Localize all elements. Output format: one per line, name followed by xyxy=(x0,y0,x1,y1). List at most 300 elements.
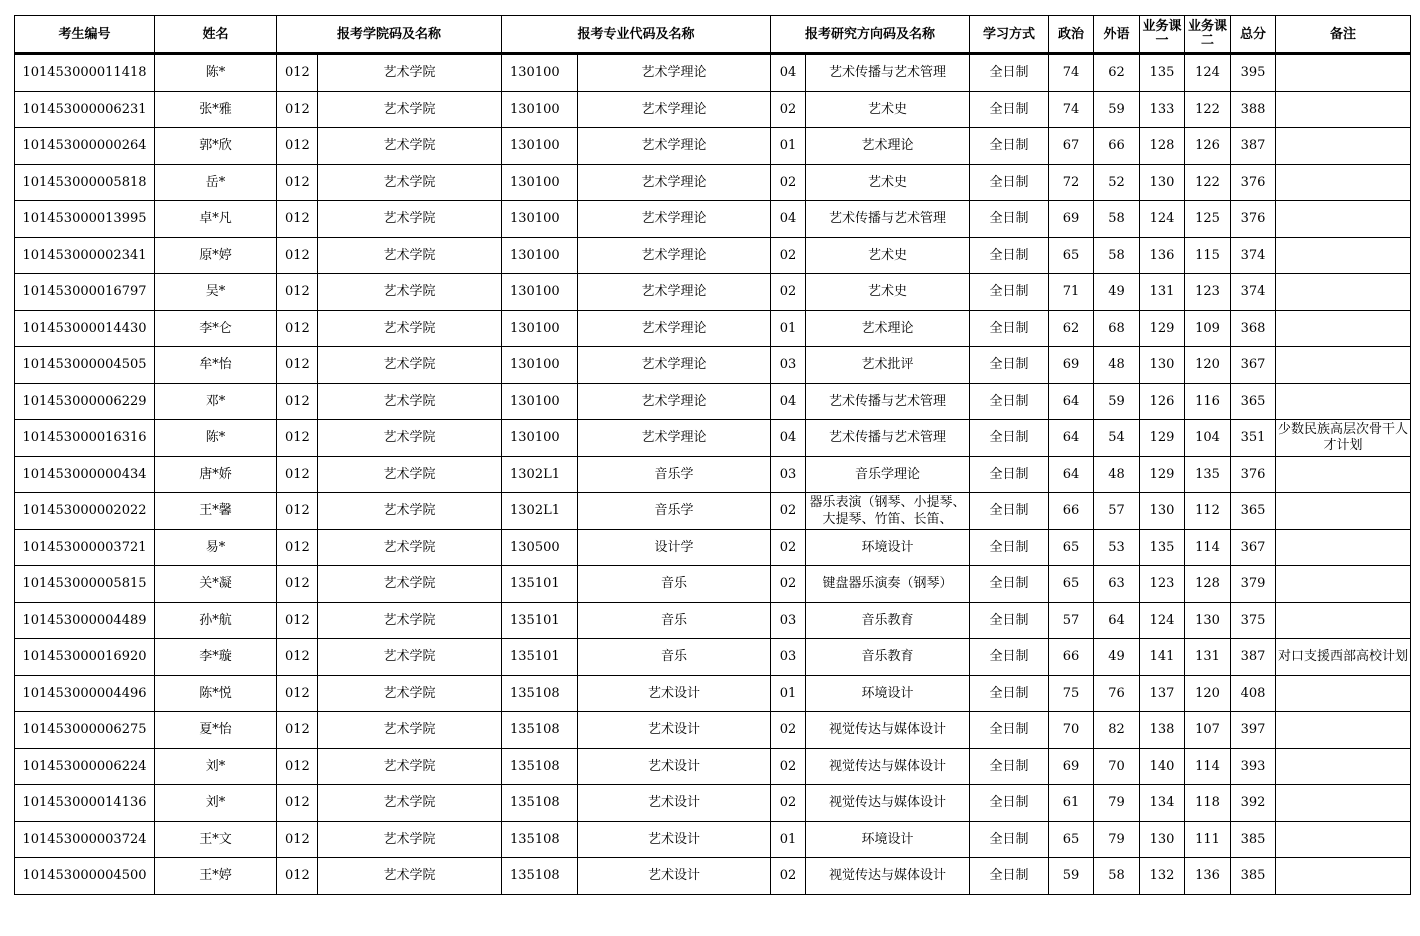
cell-note xyxy=(1276,128,1411,165)
cell-study-mode: 全日制 xyxy=(970,821,1049,858)
cell-major-name: 艺术学理论 xyxy=(578,91,771,128)
cell-major-name: 艺术学理论 xyxy=(578,201,771,238)
cell-direction-name: 艺术传播与艺术管理 xyxy=(806,383,970,420)
cell-note xyxy=(1276,456,1411,493)
cell-candidate-id: 101453000006224 xyxy=(15,748,155,785)
cell-direction-code: 02 xyxy=(771,748,806,785)
cell-major-name: 艺术学理论 xyxy=(578,347,771,384)
cell-politics-score: 61 xyxy=(1049,785,1094,822)
cell-study-mode: 全日制 xyxy=(970,164,1049,201)
cell-major-code: 130100 xyxy=(502,54,578,92)
cell-major-code: 135108 xyxy=(502,675,578,712)
cell-major-code: 1302L1 xyxy=(502,493,578,530)
header-name: 姓名 xyxy=(155,16,277,54)
cell-direction-name: 视觉传达与媒体设计 xyxy=(806,712,970,749)
table-row xyxy=(15,566,1411,603)
cell-name: 王*文 xyxy=(155,821,277,858)
cell-course-two-score: 120 xyxy=(1185,347,1231,384)
table-row xyxy=(15,748,1411,785)
cell-politics-score: 70 xyxy=(1049,712,1094,749)
cell-course-one-score: 129 xyxy=(1140,310,1185,347)
cell-college-code: 012 xyxy=(277,602,318,639)
cell-candidate-id: 101453000004489 xyxy=(15,602,155,639)
cell-course-one-score: 134 xyxy=(1140,785,1185,822)
cell-candidate-id: 101453000005815 xyxy=(15,566,155,603)
cell-major-name: 艺术设计 xyxy=(578,821,771,858)
table-row xyxy=(15,529,1411,566)
cell-note xyxy=(1276,712,1411,749)
cell-study-mode: 全日制 xyxy=(970,201,1049,238)
cell-note xyxy=(1276,675,1411,712)
cell-course-one-score: 135 xyxy=(1140,529,1185,566)
cell-total-score: 368 xyxy=(1231,310,1276,347)
cell-major-code: 135101 xyxy=(502,639,578,676)
table-header xyxy=(15,16,1411,54)
cell-name: 刘* xyxy=(155,748,277,785)
cell-major-code: 135108 xyxy=(502,748,578,785)
cell-college-name: 艺术学院 xyxy=(318,821,502,858)
cell-course-two-score: 122 xyxy=(1185,164,1231,201)
header-row xyxy=(15,16,1411,54)
cell-name: 王*馨 xyxy=(155,493,277,530)
cell-college-name: 艺术学院 xyxy=(318,274,502,311)
cell-name: 陈*悦 xyxy=(155,675,277,712)
cell-politics-score: 69 xyxy=(1049,347,1094,384)
cell-major-name: 艺术学理论 xyxy=(578,164,771,201)
table-row xyxy=(15,237,1411,274)
cell-college-code: 012 xyxy=(277,310,318,347)
cell-college-code: 012 xyxy=(277,858,318,895)
cell-direction-code: 02 xyxy=(771,785,806,822)
cell-study-mode: 全日制 xyxy=(970,493,1049,530)
cell-direction-code: 02 xyxy=(771,566,806,603)
cell-language-score: 54 xyxy=(1094,420,1140,457)
cell-total-score: 367 xyxy=(1231,529,1276,566)
cell-total-score: 365 xyxy=(1231,493,1276,530)
cell-course-one-score: 140 xyxy=(1140,748,1185,785)
cell-total-score: 379 xyxy=(1231,566,1276,603)
cell-total-score: 365 xyxy=(1231,383,1276,420)
table-row xyxy=(15,639,1411,676)
cell-direction-code: 01 xyxy=(771,821,806,858)
cell-course-two-score: 126 xyxy=(1185,128,1231,165)
cell-direction-code: 03 xyxy=(771,456,806,493)
cell-note xyxy=(1276,237,1411,274)
cell-study-mode: 全日制 xyxy=(970,91,1049,128)
cell-course-two-score: 114 xyxy=(1185,748,1231,785)
cell-direction-name: 艺术传播与艺术管理 xyxy=(806,201,970,238)
cell-note xyxy=(1276,821,1411,858)
cell-name: 岳* xyxy=(155,164,277,201)
cell-total-score: 385 xyxy=(1231,858,1276,895)
cell-course-one-score: 123 xyxy=(1140,566,1185,603)
cell-politics-score: 74 xyxy=(1049,54,1094,92)
cell-college-name: 艺术学院 xyxy=(318,383,502,420)
cell-course-two-score: 118 xyxy=(1185,785,1231,822)
cell-major-code: 130500 xyxy=(502,529,578,566)
table-row xyxy=(15,858,1411,895)
cell-college-code: 012 xyxy=(277,91,318,128)
cell-major-code: 130100 xyxy=(502,310,578,347)
cell-study-mode: 全日制 xyxy=(970,54,1049,92)
cell-name: 邓* xyxy=(155,383,277,420)
cell-note xyxy=(1276,347,1411,384)
table-row xyxy=(15,493,1411,530)
table-row xyxy=(15,347,1411,384)
cell-name: 原*婷 xyxy=(155,237,277,274)
cell-note xyxy=(1276,748,1411,785)
cell-name: 唐*娇 xyxy=(155,456,277,493)
cell-politics-score: 65 xyxy=(1049,529,1094,566)
cell-direction-code: 02 xyxy=(771,529,806,566)
cell-study-mode: 全日制 xyxy=(970,639,1049,676)
cell-major-code: 130100 xyxy=(502,383,578,420)
cell-college-name: 艺术学院 xyxy=(318,128,502,165)
cell-total-score: 395 xyxy=(1231,54,1276,92)
cell-college-code: 012 xyxy=(277,566,318,603)
cell-college-code: 012 xyxy=(277,274,318,311)
cell-course-one-score: 128 xyxy=(1140,128,1185,165)
cell-major-name: 艺术设计 xyxy=(578,675,771,712)
cell-college-code: 012 xyxy=(277,456,318,493)
cell-direction-name: 艺术理论 xyxy=(806,310,970,347)
cell-direction-code: 01 xyxy=(771,675,806,712)
cell-name: 王*婷 xyxy=(155,858,277,895)
cell-politics-score: 71 xyxy=(1049,274,1094,311)
cell-college-name: 艺术学院 xyxy=(318,310,502,347)
cell-study-mode: 全日制 xyxy=(970,566,1049,603)
cell-candidate-id: 101453000004505 xyxy=(15,347,155,384)
cell-politics-score: 65 xyxy=(1049,821,1094,858)
cell-language-score: 58 xyxy=(1094,201,1140,238)
cell-study-mode: 全日制 xyxy=(970,310,1049,347)
cell-course-two-score: 109 xyxy=(1185,310,1231,347)
cell-study-mode: 全日制 xyxy=(970,712,1049,749)
cell-college-code: 012 xyxy=(277,712,318,749)
cell-direction-code: 02 xyxy=(771,274,806,311)
cell-major-code: 135108 xyxy=(502,821,578,858)
cell-major-name: 音乐学 xyxy=(578,456,771,493)
cell-major-name: 艺术设计 xyxy=(578,748,771,785)
cell-candidate-id: 101453000014430 xyxy=(15,310,155,347)
cell-major-name: 艺术学理论 xyxy=(578,54,771,92)
table-row xyxy=(15,54,1411,92)
cell-major-code: 1302L1 xyxy=(502,456,578,493)
cell-college-name: 艺术学院 xyxy=(318,529,502,566)
cell-course-two-score: 136 xyxy=(1185,858,1231,895)
cell-course-two-score: 130 xyxy=(1185,602,1231,639)
cell-college-name: 艺术学院 xyxy=(318,785,502,822)
cell-total-score: 367 xyxy=(1231,347,1276,384)
cell-direction-name: 环境设计 xyxy=(806,529,970,566)
cell-note: 对口支援西部高校计划 xyxy=(1276,639,1411,676)
cell-college-name: 艺术学院 xyxy=(318,675,502,712)
cell-major-code: 135108 xyxy=(502,858,578,895)
cell-candidate-id: 101453000003721 xyxy=(15,529,155,566)
header-candidate-id: 考生编号 xyxy=(15,16,155,54)
cell-total-score: 385 xyxy=(1231,821,1276,858)
cell-name: 刘* xyxy=(155,785,277,822)
cell-course-one-score: 129 xyxy=(1140,456,1185,493)
cell-name: 郭*欣 xyxy=(155,128,277,165)
cell-course-two-score: 128 xyxy=(1185,566,1231,603)
cell-direction-code: 03 xyxy=(771,602,806,639)
cell-college-code: 012 xyxy=(277,785,318,822)
cell-major-code: 130100 xyxy=(502,201,578,238)
cell-college-name: 艺术学院 xyxy=(318,91,502,128)
cell-college-code: 012 xyxy=(277,493,318,530)
cell-college-name: 艺术学院 xyxy=(318,639,502,676)
table-body xyxy=(15,54,1411,895)
cell-major-code: 130100 xyxy=(502,347,578,384)
cell-total-score: 376 xyxy=(1231,456,1276,493)
cell-candidate-id: 101453000013995 xyxy=(15,201,155,238)
cell-note xyxy=(1276,858,1411,895)
cell-language-score: 76 xyxy=(1094,675,1140,712)
cell-direction-name: 艺术史 xyxy=(806,237,970,274)
cell-college-name: 艺术学院 xyxy=(318,566,502,603)
cell-politics-score: 69 xyxy=(1049,201,1094,238)
cell-direction-name: 音乐学理论 xyxy=(806,456,970,493)
cell-total-score: 387 xyxy=(1231,128,1276,165)
admission-score-table xyxy=(14,15,1411,895)
cell-major-code: 135108 xyxy=(502,785,578,822)
cell-name: 易* xyxy=(155,529,277,566)
header-foreign-language: 外语 xyxy=(1094,16,1140,54)
cell-course-two-score: 124 xyxy=(1185,54,1231,92)
cell-major-code: 135101 xyxy=(502,566,578,603)
cell-direction-name: 键盘器乐演奏（钢琴） xyxy=(806,566,970,603)
header-direction: 报考研究方向码及名称 xyxy=(771,16,970,54)
cell-direction-code: 02 xyxy=(771,237,806,274)
cell-course-one-score: 130 xyxy=(1140,493,1185,530)
cell-major-code: 130100 xyxy=(502,91,578,128)
header-study-mode: 学习方式 xyxy=(970,16,1049,54)
cell-major-name: 音乐 xyxy=(578,602,771,639)
cell-language-score: 66 xyxy=(1094,128,1140,165)
cell-name: 关*凝 xyxy=(155,566,277,603)
cell-course-one-score: 138 xyxy=(1140,712,1185,749)
cell-course-one-score: 141 xyxy=(1140,639,1185,676)
cell-major-code: 130100 xyxy=(502,164,578,201)
cell-note xyxy=(1276,529,1411,566)
cell-direction-name: 视觉传达与媒体设计 xyxy=(806,785,970,822)
cell-language-score: 48 xyxy=(1094,456,1140,493)
cell-candidate-id: 101453000016797 xyxy=(15,274,155,311)
cell-note xyxy=(1276,566,1411,603)
cell-note xyxy=(1276,91,1411,128)
cell-language-score: 79 xyxy=(1094,821,1140,858)
cell-language-score: 64 xyxy=(1094,602,1140,639)
table-row xyxy=(15,712,1411,749)
table-row xyxy=(15,274,1411,311)
cell-name: 李*璇 xyxy=(155,639,277,676)
cell-course-two-score: 131 xyxy=(1185,639,1231,676)
cell-language-score: 53 xyxy=(1094,529,1140,566)
cell-candidate-id: 101453000004500 xyxy=(15,858,155,895)
cell-course-two-score: 125 xyxy=(1185,201,1231,238)
table-row xyxy=(15,675,1411,712)
cell-language-score: 58 xyxy=(1094,237,1140,274)
cell-note xyxy=(1276,274,1411,311)
cell-direction-code: 02 xyxy=(771,712,806,749)
cell-major-code: 130100 xyxy=(502,237,578,274)
cell-language-score: 68 xyxy=(1094,310,1140,347)
cell-candidate-id: 101453000011418 xyxy=(15,54,155,92)
cell-study-mode: 全日制 xyxy=(970,383,1049,420)
cell-college-name: 艺术学院 xyxy=(318,748,502,785)
cell-total-score: 376 xyxy=(1231,164,1276,201)
cell-language-score: 59 xyxy=(1094,383,1140,420)
cell-course-one-score: 126 xyxy=(1140,383,1185,420)
cell-college-name: 艺术学院 xyxy=(318,456,502,493)
cell-major-name: 艺术设计 xyxy=(578,785,771,822)
cell-study-mode: 全日制 xyxy=(970,237,1049,274)
table-row xyxy=(15,821,1411,858)
cell-college-name: 艺术学院 xyxy=(318,493,502,530)
cell-name: 陈* xyxy=(155,420,277,457)
cell-major-name: 艺术学理论 xyxy=(578,274,771,311)
cell-college-code: 012 xyxy=(277,128,318,165)
cell-name: 牟*怡 xyxy=(155,347,277,384)
cell-course-two-score: 104 xyxy=(1185,420,1231,457)
cell-politics-score: 59 xyxy=(1049,858,1094,895)
cell-total-score: 392 xyxy=(1231,785,1276,822)
table-row xyxy=(15,420,1411,457)
header-total: 总分 xyxy=(1231,16,1276,54)
cell-college-code: 012 xyxy=(277,639,318,676)
table-row xyxy=(15,310,1411,347)
cell-college-name: 艺术学院 xyxy=(318,164,502,201)
cell-direction-name: 音乐教育 xyxy=(806,602,970,639)
cell-course-one-score: 137 xyxy=(1140,675,1185,712)
cell-study-mode: 全日制 xyxy=(970,274,1049,311)
cell-course-two-score: 116 xyxy=(1185,383,1231,420)
cell-note xyxy=(1276,164,1411,201)
cell-language-score: 57 xyxy=(1094,493,1140,530)
cell-note xyxy=(1276,54,1411,92)
cell-college-name: 艺术学院 xyxy=(318,602,502,639)
cell-course-two-score: 107 xyxy=(1185,712,1231,749)
cell-total-score: 397 xyxy=(1231,712,1276,749)
cell-language-score: 49 xyxy=(1094,639,1140,676)
cell-course-one-score: 129 xyxy=(1140,420,1185,457)
cell-total-score: 393 xyxy=(1231,748,1276,785)
cell-direction-code: 03 xyxy=(771,347,806,384)
cell-direction-code: 04 xyxy=(771,54,806,92)
cell-major-name: 艺术学理论 xyxy=(578,383,771,420)
cell-direction-name: 视觉传达与媒体设计 xyxy=(806,858,970,895)
header-major: 报考专业代码及名称 xyxy=(502,16,771,54)
cell-study-mode: 全日制 xyxy=(970,456,1049,493)
header-college: 报考学院码及名称 xyxy=(277,16,502,54)
cell-college-name: 艺术学院 xyxy=(318,54,502,92)
cell-direction-code: 02 xyxy=(771,91,806,128)
cell-direction-name-text: 器乐表演（钢琴、小提琴、大提琴、竹笛、长笛、 xyxy=(809,494,966,527)
cell-candidate-id: 101453000006231 xyxy=(15,91,155,128)
cell-total-score: 374 xyxy=(1231,274,1276,311)
cell-major-code: 130100 xyxy=(502,274,578,311)
cell-candidate-id: 101453000014136 xyxy=(15,785,155,822)
cell-candidate-id: 101453000005818 xyxy=(15,164,155,201)
cell-study-mode: 全日制 xyxy=(970,785,1049,822)
cell-course-one-score: 130 xyxy=(1140,347,1185,384)
header-politics: 政治 xyxy=(1049,16,1094,54)
table-row xyxy=(15,201,1411,238)
cell-study-mode: 全日制 xyxy=(970,858,1049,895)
cell-course-one-score: 133 xyxy=(1140,91,1185,128)
cell-language-score: 49 xyxy=(1094,274,1140,311)
cell-study-mode: 全日制 xyxy=(970,347,1049,384)
cell-direction-code: 01 xyxy=(771,128,806,165)
cell-college-code: 012 xyxy=(277,54,318,92)
cell-college-name: 艺术学院 xyxy=(318,858,502,895)
cell-college-code: 012 xyxy=(277,201,318,238)
cell-language-score: 62 xyxy=(1094,54,1140,92)
cell-course-one-score: 130 xyxy=(1140,164,1185,201)
cell-major-code: 130100 xyxy=(502,128,578,165)
cell-total-score: 376 xyxy=(1231,201,1276,238)
cell-college-code: 012 xyxy=(277,675,318,712)
cell-candidate-id: 101453000016920 xyxy=(15,639,155,676)
header-note: 备注 xyxy=(1276,16,1411,54)
cell-politics-score: 62 xyxy=(1049,310,1094,347)
cell-major-name: 艺术学理论 xyxy=(578,420,771,457)
cell-candidate-id: 101453000000264 xyxy=(15,128,155,165)
cell-politics-score: 64 xyxy=(1049,383,1094,420)
cell-politics-score: 67 xyxy=(1049,128,1094,165)
cell-course-two-score: 120 xyxy=(1185,675,1231,712)
cell-name: 吴* xyxy=(155,274,277,311)
cell-name: 李*仑 xyxy=(155,310,277,347)
cell-direction-name: 艺术批评 xyxy=(806,347,970,384)
cell-total-score: 408 xyxy=(1231,675,1276,712)
cell-course-one-score: 124 xyxy=(1140,201,1185,238)
cell-total-score: 374 xyxy=(1231,237,1276,274)
cell-direction-name: 艺术史 xyxy=(806,91,970,128)
cell-politics-score: 66 xyxy=(1049,639,1094,676)
cell-course-one-score: 136 xyxy=(1140,237,1185,274)
cell-total-score: 375 xyxy=(1231,602,1276,639)
cell-direction-code: 04 xyxy=(771,201,806,238)
cell-direction-name xyxy=(806,493,970,530)
table-row xyxy=(15,128,1411,165)
cell-college-code: 012 xyxy=(277,383,318,420)
cell-major-name: 艺术学理论 xyxy=(578,128,771,165)
cell-politics-score: 72 xyxy=(1049,164,1094,201)
cell-college-code: 012 xyxy=(277,821,318,858)
cell-direction-code: 04 xyxy=(771,383,806,420)
cell-major-code: 130100 xyxy=(502,420,578,457)
cell-college-code: 012 xyxy=(277,748,318,785)
cell-politics-score: 66 xyxy=(1049,493,1094,530)
header-course-two: 业务课二 xyxy=(1185,16,1231,54)
cell-politics-score: 64 xyxy=(1049,456,1094,493)
cell-total-score: 388 xyxy=(1231,91,1276,128)
cell-note xyxy=(1276,383,1411,420)
cell-direction-code: 04 xyxy=(771,420,806,457)
cell-college-code: 012 xyxy=(277,237,318,274)
cell-study-mode: 全日制 xyxy=(970,420,1049,457)
cell-candidate-id: 101453000000434 xyxy=(15,456,155,493)
cell-college-code: 012 xyxy=(277,164,318,201)
cell-study-mode: 全日制 xyxy=(970,675,1049,712)
cell-name: 夏*怡 xyxy=(155,712,277,749)
cell-direction-code: 03 xyxy=(771,639,806,676)
cell-direction-name: 艺术史 xyxy=(806,274,970,311)
cell-direction-code: 02 xyxy=(771,858,806,895)
cell-direction-name: 艺术理论 xyxy=(806,128,970,165)
